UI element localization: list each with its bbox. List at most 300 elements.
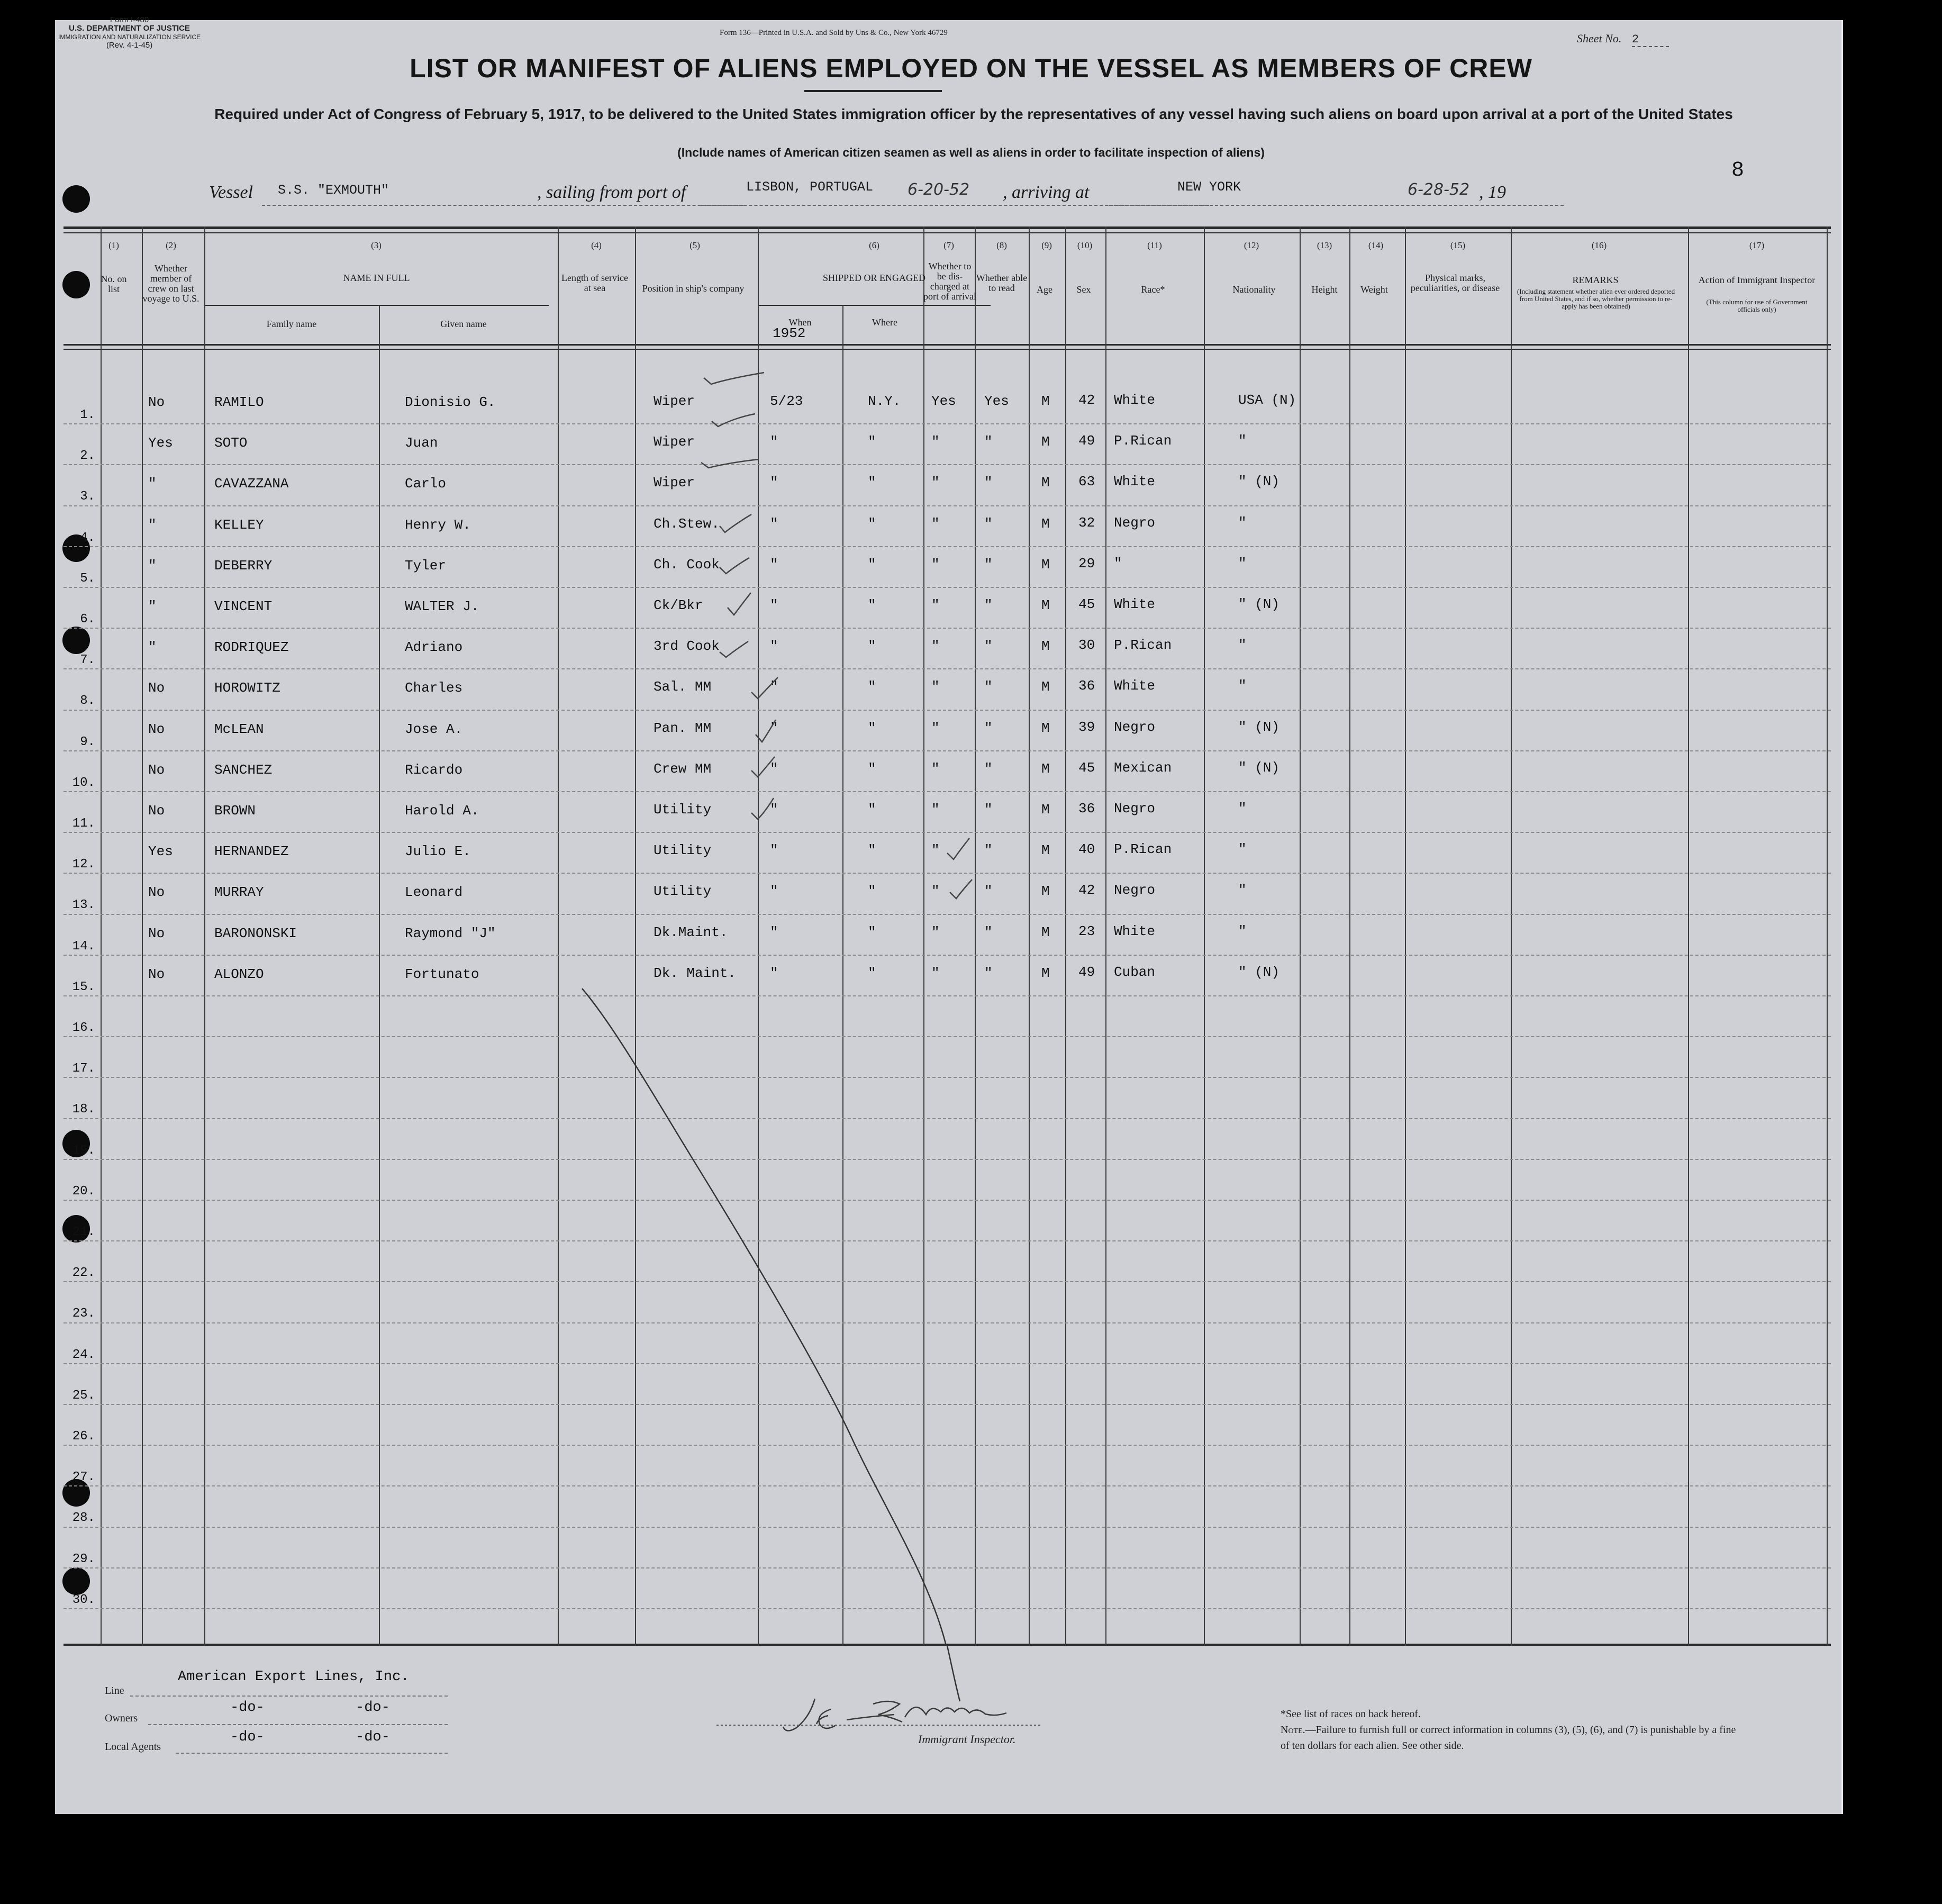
able-read-cell: " — [984, 842, 993, 858]
row-number: 20. — [72, 1184, 95, 1199]
check-mark — [751, 798, 774, 819]
when-cell: " — [770, 761, 778, 777]
where-cell: " — [868, 924, 876, 940]
sex-cell: M — [1041, 597, 1050, 613]
row-number: 16. — [72, 1021, 95, 1035]
sex-cell: M — [1041, 842, 1050, 858]
where-cell: " — [868, 638, 876, 654]
check-mark — [950, 880, 972, 899]
row-number: 8. — [80, 694, 95, 708]
column-number: (14) — [1368, 240, 1384, 250]
able-read-cell: " — [984, 597, 993, 613]
row-number: 26. — [72, 1429, 95, 1444]
able-read-cell: " — [984, 924, 993, 940]
given-name-cell: Leonard — [405, 884, 463, 900]
header-position: Position in ship's company — [642, 283, 745, 294]
check-mark — [756, 720, 776, 742]
discharged-cell: " — [931, 679, 940, 695]
row-number: 21. — [72, 1225, 95, 1239]
year-label: , 19 — [1479, 183, 1506, 202]
when-cell: " — [770, 557, 778, 573]
able-read-cell: " — [984, 965, 993, 981]
column-number: (15) — [1450, 240, 1466, 250]
sailing-label: , sailing from port of — [537, 183, 686, 202]
row-number: 12. — [72, 857, 95, 872]
where-cell: " — [868, 842, 876, 858]
position-cell: Utility — [654, 802, 712, 818]
title-underline — [804, 90, 942, 92]
when-cell: " — [770, 924, 778, 940]
agents-blank — [176, 1753, 448, 1754]
nationality-cell: " (N) — [1238, 719, 1280, 735]
inspector-label: Immigrant Inspector. — [918, 1733, 1016, 1746]
header-remarks-note: (Including statement whether alien ever ordered deported from United States, and if so, whether permission to re-apply has been obtained) — [1517, 287, 1675, 310]
header-discharged: Whether to be dis-charged at port of arrival — [923, 261, 976, 302]
family-name-cell: MURRAY — [214, 884, 264, 900]
row-number: 28. — [72, 1511, 95, 1525]
age-cell: 42 — [1078, 882, 1095, 898]
header-sex: Sex — [1076, 284, 1091, 295]
race-cell: Negro — [1114, 515, 1156, 531]
given-name-cell: Tyler — [405, 558, 447, 574]
shipping-company: American Export Lines, Inc. — [178, 1669, 410, 1685]
row-number: 19. — [72, 1144, 95, 1158]
column-number: (6) — [869, 240, 879, 250]
check-mark — [701, 459, 759, 468]
age-cell: 36 — [1078, 801, 1095, 817]
binder-hole — [62, 185, 90, 213]
family-name-cell: DEBERRY — [214, 558, 273, 574]
prior-crew-cell: " — [148, 558, 157, 574]
vessel-label: Vessel — [209, 183, 253, 202]
family-name-cell: CAVAZZANA — [214, 476, 289, 492]
race-cell: Mexican — [1114, 760, 1172, 776]
column-number: (7) — [943, 240, 954, 250]
age-cell: 45 — [1078, 596, 1095, 612]
arriving-label: , arriving at — [1003, 183, 1090, 202]
row-number: 15. — [72, 980, 95, 994]
where-cell: " — [868, 965, 876, 981]
where-cell: " — [868, 883, 876, 899]
given-name-cell: Julio E. — [405, 844, 471, 859]
able-read-cell: " — [984, 883, 993, 899]
page-title: LIST OR MANIFEST OF ALIENS EMPLOYED ON THE VESSEL AS MEMBERS OF CREW — [410, 53, 1532, 83]
race-cell: P.Rican — [1114, 841, 1172, 857]
agents-ditto-2: -do- — [356, 1729, 390, 1745]
given-name-cell: Jose A. — [405, 721, 463, 737]
prior-crew-cell: " — [148, 639, 157, 655]
row-number: 14. — [72, 939, 95, 954]
row-number: 29. — [72, 1552, 95, 1566]
age-cell: 42 — [1078, 392, 1095, 408]
where-cell: " — [868, 475, 876, 491]
race-cell: " — [1114, 556, 1122, 572]
sheet-label: Sheet No. — [1577, 32, 1622, 45]
column-number: (16) — [1591, 240, 1607, 250]
form-revision: (Rev. 4-1-45) — [106, 41, 153, 50]
service-name: IMMIGRATION AND NATURALIZATION SERVICE — [58, 33, 201, 41]
check-mark — [720, 641, 748, 657]
given-name-cell: Carlo — [405, 476, 447, 492]
sex-cell: M — [1041, 965, 1050, 981]
row-number: 1. — [80, 408, 95, 422]
nationality-cell: " — [1238, 556, 1247, 572]
discharged-cell: " — [931, 924, 940, 940]
check-mark — [720, 558, 749, 574]
owners-label: Owners — [105, 1712, 138, 1724]
check-mark — [712, 414, 755, 427]
able-read-cell: Yes — [984, 393, 1009, 409]
where-cell: N.Y. — [868, 393, 901, 409]
header-race: Race* — [1141, 284, 1165, 295]
family-name-cell: VINCENT — [214, 599, 273, 614]
check-mark — [751, 757, 775, 777]
header-able-read: Whether able to read — [976, 273, 1028, 293]
age-cell: 49 — [1078, 964, 1095, 980]
vessel-name: S.S. "EXMOUTH" — [278, 183, 389, 198]
when-cell: " — [770, 965, 778, 981]
row-number: 7. — [80, 653, 95, 667]
column-number: (17) — [1749, 240, 1765, 250]
given-name-cell: Juan — [405, 435, 438, 451]
row-number: 23. — [72, 1307, 95, 1321]
nationality-cell: " — [1238, 801, 1247, 817]
prior-crew-cell: No — [148, 721, 165, 737]
column-number: (9) — [1041, 240, 1052, 250]
position-cell: Ck/Bkr — [654, 597, 703, 613]
row-number: 6. — [80, 612, 95, 627]
arrival-port: NEW YORK — [1177, 179, 1241, 195]
row-number: 18. — [72, 1102, 95, 1117]
row-number: 17. — [72, 1062, 95, 1076]
given-name-cell: Charles — [405, 680, 463, 696]
able-read-cell: " — [984, 516, 993, 532]
column-number: (13) — [1317, 240, 1332, 250]
header-family-name: Family name — [266, 319, 317, 329]
header-inspector-action-note: (This column for use of Government officials only) — [1706, 298, 1808, 313]
age-cell: 49 — [1078, 433, 1095, 449]
given-name-cell: Ricardo — [405, 762, 463, 778]
race-cell: White — [1114, 392, 1156, 408]
where-cell: " — [868, 720, 876, 736]
given-name-cell: Harold A. — [405, 803, 479, 819]
departure-port: LISBON, PORTUGAL — [746, 179, 874, 195]
age-cell: 40 — [1078, 841, 1095, 857]
sex-cell: M — [1041, 393, 1050, 409]
family-name-cell: SANCHEZ — [214, 762, 273, 778]
age-cell: 63 — [1078, 474, 1095, 489]
given-name-cell: Fortunato — [405, 966, 479, 982]
arrival-blank — [1109, 205, 1564, 206]
when-cell: " — [770, 883, 778, 899]
form-identifier — [58, 16, 201, 50]
given-name-cell: Raymond "J" — [405, 926, 496, 941]
age-cell: 32 — [1078, 515, 1095, 531]
line-label: Line — [105, 1685, 124, 1697]
vessel-blank — [262, 205, 743, 206]
nationality-cell: " — [1238, 841, 1247, 857]
row-number: 24. — [72, 1348, 95, 1362]
able-read-cell: " — [984, 679, 993, 695]
check-mark — [751, 677, 778, 699]
race-cell: Negro — [1114, 801, 1156, 817]
family-name-cell: KELLEY — [214, 517, 264, 533]
printer-credit: Form 136—Printed in U.S.A. and Sold by Uns & Co., New York 46729 — [720, 29, 948, 37]
sex-cell: M — [1041, 761, 1050, 777]
age-cell: 23 — [1078, 923, 1095, 939]
able-read-cell: " — [984, 720, 993, 736]
where-cell: " — [868, 802, 876, 818]
header-height: Height — [1311, 284, 1338, 295]
prior-crew-cell: No — [148, 803, 165, 819]
where-cell: " — [868, 679, 876, 695]
when-cell: 5/23 — [770, 393, 803, 409]
family-name-cell: HOROWITZ — [214, 680, 280, 696]
prior-crew-cell: " — [148, 517, 157, 533]
when-cell: " — [770, 842, 778, 858]
owners-ditto-2: -do- — [356, 1700, 390, 1716]
include-note: (Include names of American citizen seamen as well as aliens in order to facilitate inspection of aliens) — [677, 146, 1265, 159]
prior-crew-cell: Yes — [148, 844, 173, 859]
column-number: (12) — [1244, 240, 1259, 250]
able-read-cell: " — [984, 557, 993, 573]
age-cell: 29 — [1078, 556, 1095, 572]
requirement-text: Required under Act of Congress of February 5, 1917, to be delivered to the United States immigration officer by the representatives of any vessel having such aliens on board upon arrival at a port of the United States — [214, 106, 1733, 122]
row-number: 11. — [72, 817, 95, 831]
family-name-cell: RAMILO — [214, 394, 264, 410]
nationality-cell: " — [1238, 637, 1247, 653]
discharged-cell: " — [931, 516, 940, 532]
owners-blank — [148, 1724, 448, 1725]
row-number: 5. — [80, 572, 95, 586]
check-marks — [701, 373, 972, 899]
discharged-cell: Yes — [931, 393, 956, 409]
row-number: 25. — [72, 1389, 95, 1403]
row-number: 22. — [72, 1266, 95, 1280]
row-number: 9. — [80, 735, 95, 749]
able-read-cell: " — [984, 761, 993, 777]
column-number: (2) — [166, 240, 176, 250]
sex-cell: M — [1041, 638, 1050, 654]
race-cell: P.Rican — [1114, 637, 1172, 653]
position-cell: Dk. Maint. — [654, 965, 737, 981]
header-given-name: Given name — [440, 319, 487, 329]
footnote — [1281, 1706, 1746, 1754]
column-number: (10) — [1077, 240, 1093, 250]
position-cell: Wiper — [654, 475, 695, 491]
nationality-cell: " (N) — [1238, 596, 1280, 612]
header-inspector-action: Action of Immigrant Inspector — [1698, 275, 1816, 285]
header-age: Age — [1037, 284, 1052, 295]
prior-crew-cell: No — [148, 926, 165, 941]
nationality-cell: USA (N) — [1238, 392, 1296, 408]
prior-crew-cell: No — [148, 884, 165, 900]
discharged-cell: " — [931, 638, 940, 654]
header-name-in-full: NAME IN FULL — [343, 273, 410, 283]
sex-cell: M — [1041, 924, 1050, 940]
able-read-cell: " — [984, 638, 993, 654]
discharged-cell: " — [931, 557, 940, 573]
race-cell: White — [1114, 678, 1156, 694]
handwritten-marks — [63, 226, 1831, 1646]
when-cell: " — [770, 597, 778, 613]
family-name-cell: McLEAN — [214, 721, 264, 737]
family-name-cell: BROWN — [214, 803, 256, 819]
able-read-cell: " — [984, 802, 993, 818]
sex-cell: M — [1041, 679, 1050, 695]
column-number: (8) — [996, 240, 1007, 250]
row-number: 13. — [72, 898, 95, 912]
header-physical-marks: Physical marks, peculiarities, or disease — [1410, 273, 1500, 293]
sheet-value: 2 — [1632, 33, 1669, 47]
sex-cell: M — [1041, 434, 1050, 450]
nationality-cell: " (N) — [1238, 474, 1280, 489]
row-number: 3. — [80, 489, 95, 504]
discharged-cell: " — [931, 475, 940, 491]
prior-crew-cell: " — [148, 476, 157, 492]
header-where: Where — [872, 317, 897, 328]
discharged-cell: " — [931, 434, 940, 450]
sex-cell: M — [1041, 516, 1050, 532]
header-no-on-list: No. on list — [101, 274, 127, 294]
column-number: (3) — [371, 240, 382, 250]
local-agents-label: Local Agents — [105, 1741, 161, 1753]
header-when: When — [788, 317, 812, 328]
where-cell: " — [868, 761, 876, 777]
where-cell: " — [868, 516, 876, 532]
race-cell: White — [1114, 474, 1156, 489]
position-cell: Crew MM — [654, 761, 712, 777]
row-number: 30. — [72, 1593, 95, 1607]
age-cell: 36 — [1078, 678, 1095, 694]
sheet-number — [1577, 32, 1669, 47]
note-text: —Failure to furnish full or correct information in columns (3), (5), (6), and (7) is punishable by a fine of ten dollars for each alien. See other side. — [1281, 1724, 1736, 1752]
position-cell: Utility — [654, 883, 712, 899]
column-number: (5) — [689, 240, 700, 250]
when-cell: " — [770, 475, 778, 491]
nationality-cell: " — [1238, 882, 1247, 898]
where-cell: " — [868, 597, 876, 613]
able-read-cell: " — [984, 475, 993, 491]
position-cell: Ch.Stew. — [654, 516, 720, 532]
check-mark — [947, 838, 969, 859]
position-cell: Utility — [654, 842, 712, 858]
crew-manifest-table — [63, 226, 1843, 1646]
header-shipped-engaged: SHIPPED OR ENGAGED — [822, 273, 925, 283]
sex-cell: M — [1041, 883, 1050, 899]
header-weight: Weight — [1360, 284, 1388, 295]
race-cell: White — [1114, 596, 1156, 612]
pencil-strike-line — [582, 989, 947, 1646]
header-prior-crew: Whether member of crew on last voyage to U.S. — [142, 263, 199, 304]
row-number: 4. — [80, 531, 95, 545]
sex-cell: M — [1041, 557, 1050, 573]
discharged-cell: " — [931, 597, 940, 613]
page-number: 8 — [1731, 159, 1745, 183]
header-remarks: REMARKS — [1572, 275, 1619, 285]
departure-date: 6-20-52 — [908, 180, 970, 199]
row-number: 2. — [80, 449, 95, 463]
position-cell: Dk.Maint. — [654, 924, 728, 940]
given-name-cell: Henry W. — [405, 517, 471, 533]
able-read-cell: " — [984, 434, 993, 450]
age-cell: 39 — [1078, 719, 1095, 735]
header-when-year: 1952 — [773, 325, 806, 341]
nationality-cell: " — [1238, 678, 1247, 694]
when-cell: " — [770, 802, 778, 818]
when-cell: " — [770, 679, 778, 695]
position-cell: Wiper — [654, 434, 695, 450]
check-mark — [720, 514, 751, 532]
line-blank — [130, 1696, 448, 1697]
discharged-cell: " — [931, 883, 940, 899]
age-cell: 45 — [1078, 760, 1095, 776]
race-cell: White — [1114, 923, 1156, 939]
department: U.S. DEPARTMENT OF JUSTICE — [69, 24, 190, 33]
where-cell: " — [868, 557, 876, 573]
family-name-cell: ALONZO — [214, 966, 264, 982]
position-cell: 3rd Cook — [654, 638, 720, 654]
nationality-cell: " — [1238, 515, 1247, 531]
prior-crew-cell: " — [148, 599, 157, 614]
sex-cell: M — [1041, 720, 1050, 736]
header-length-service: Length of service at sea — [561, 273, 628, 293]
row-number: 10. — [72, 776, 95, 790]
agents-ditto-1: -do- — [230, 1729, 265, 1745]
prior-crew-cell: No — [148, 680, 165, 696]
column-number: (1) — [108, 240, 119, 250]
arrival-date: 6-28-52 — [1408, 180, 1470, 199]
sex-cell: M — [1041, 802, 1050, 818]
form-number: Form I-480 — [110, 15, 149, 24]
position-cell: Pan. MM — [654, 720, 712, 736]
prior-crew-cell: No — [148, 762, 165, 778]
sex-cell: M — [1041, 475, 1050, 491]
age-cell: 30 — [1078, 637, 1095, 653]
family-name-cell: BARONONSKI — [214, 926, 297, 941]
header-nationality: Nationality — [1232, 284, 1276, 295]
given-name-cell: Dionisio G. — [405, 394, 496, 410]
position-cell: Ch. Cook — [654, 557, 720, 573]
prior-crew-cell: No — [148, 394, 165, 410]
race-note: *See list of races on back hereof. — [1281, 1708, 1421, 1720]
nationality-cell: " (N) — [1238, 760, 1280, 776]
prior-crew-cell: Yes — [148, 435, 173, 451]
row-number: 27. — [72, 1470, 95, 1484]
when-cell: " — [770, 434, 778, 450]
check-mark — [704, 373, 764, 384]
when-cell: " — [770, 720, 778, 736]
race-cell: Negro — [1114, 719, 1156, 735]
race-cell: Negro — [1114, 882, 1156, 898]
discharged-cell: " — [931, 842, 940, 858]
position-cell: Sal. MM — [654, 679, 712, 695]
column-number: (11) — [1147, 240, 1162, 250]
discharged-cell: " — [931, 965, 940, 981]
discharged-cell: " — [931, 720, 940, 736]
owners-ditto-1: -do- — [230, 1700, 265, 1716]
note-label: Note. — [1281, 1724, 1305, 1736]
race-cell: Cuban — [1114, 964, 1156, 980]
when-cell: " — [770, 638, 778, 654]
discharged-cell: " — [931, 761, 940, 777]
nationality-cell: " — [1238, 433, 1247, 449]
race-cell: P.Rican — [1114, 433, 1172, 449]
family-name-cell: RODRIQUEZ — [214, 639, 289, 655]
column-number: (4) — [591, 240, 602, 250]
given-name-cell: WALTER J. — [405, 599, 479, 614]
given-name-cell: Adriano — [405, 639, 463, 655]
